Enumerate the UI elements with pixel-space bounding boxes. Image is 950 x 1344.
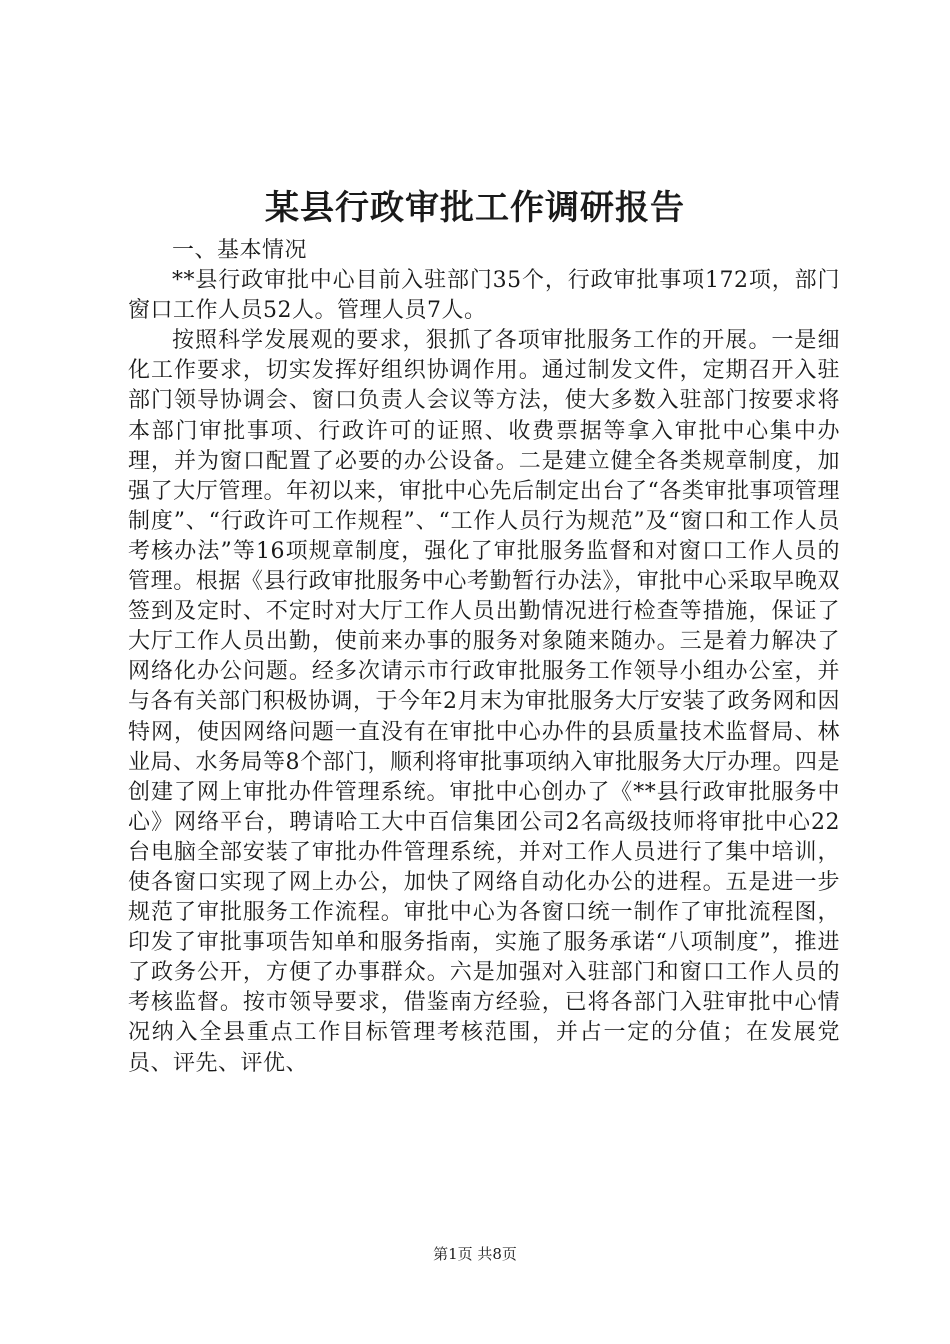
document-body: [128, 236, 840, 1079]
document-title: 某县行政审批工作调研报告: [265, 188, 685, 228]
page-number-footer: 第1页 共8页: [433, 1245, 517, 1263]
paragraph: **县行政审批中心目前入驻部门35个，行政审批事项172项，部门窗口工作人员52人。管理人员7人。: [128, 268, 840, 324]
section-heading: 一、基本情况: [172, 238, 308, 263]
paragraph: 按照科学发展观的要求，狠抓了各项审批服务工作的开展。一是细化工作要求，切实发挥好组织协调作用。通过制发文件，定期召开入驻部门领导协调会、窗口负责人会议等方法，使大多数入驻部门按要求将本部门审批事项、行政许可的证照、收费票据等拿入审批中心集中办理，并为窗口配置了必要的办公设备。二是建立健全各类规章制度，加强了大厅管理。年初以来，审批中心先后制定出台了“各类审批事项管理制度”、“行政许可工作规程”、“工作人员行为规范”及“窗口和工作人员考核办法”等16项规章制度，强化了审批服务监督和对窗口工作人员的管理。根据《县行政审批服务中心考勤暂行办法》，审批中心采取早晚双签到及定时、不定时对大厅工作人员出勤情况进行检查等措施，保证了大厅工作人员出勤，使前来办事的服务对象随来随办。三是着力解决了网络化办公问题。经多次请示市行政审批服务工作领导小组办公室，并与各有关部门积极协调，于今年2月末为审批服务大厅安装了政务网和因特网，使因网络问题一直没有在审批中心办件的县质量技术监督局、林业局、水务局等8个部门，顺利将审批事项纳入审批服务大厅办理。四是创建了网上审批办件管理系统。审批中心创办了《**县行政审批服务中心》网络平台，聘请哈工大中百信集团公司2名高级技师将审批中心22台电脑全部安装了审批办件管理系统，并对工作人员进行了集中培训，使各窗口实现了网上办公，加快了网络自动化办公的进程。五是进一步规范了审批服务工作流程。审批中心为各窗口统一制作了审批流程图，印发了审批事项告知单和服务指南，实施了服务承诺“八项制度”，推进了政务公开，方便了办事群众。六是加强对入驻部门和窗口工作人员的考核监督。按市领导要求，借鉴南方经验，已将各部门入驻审批中心情况纳入全县重点工作目标管理考核范围，并占一定的分值；在发展党员、评先、评优、: [128, 328, 840, 1076]
